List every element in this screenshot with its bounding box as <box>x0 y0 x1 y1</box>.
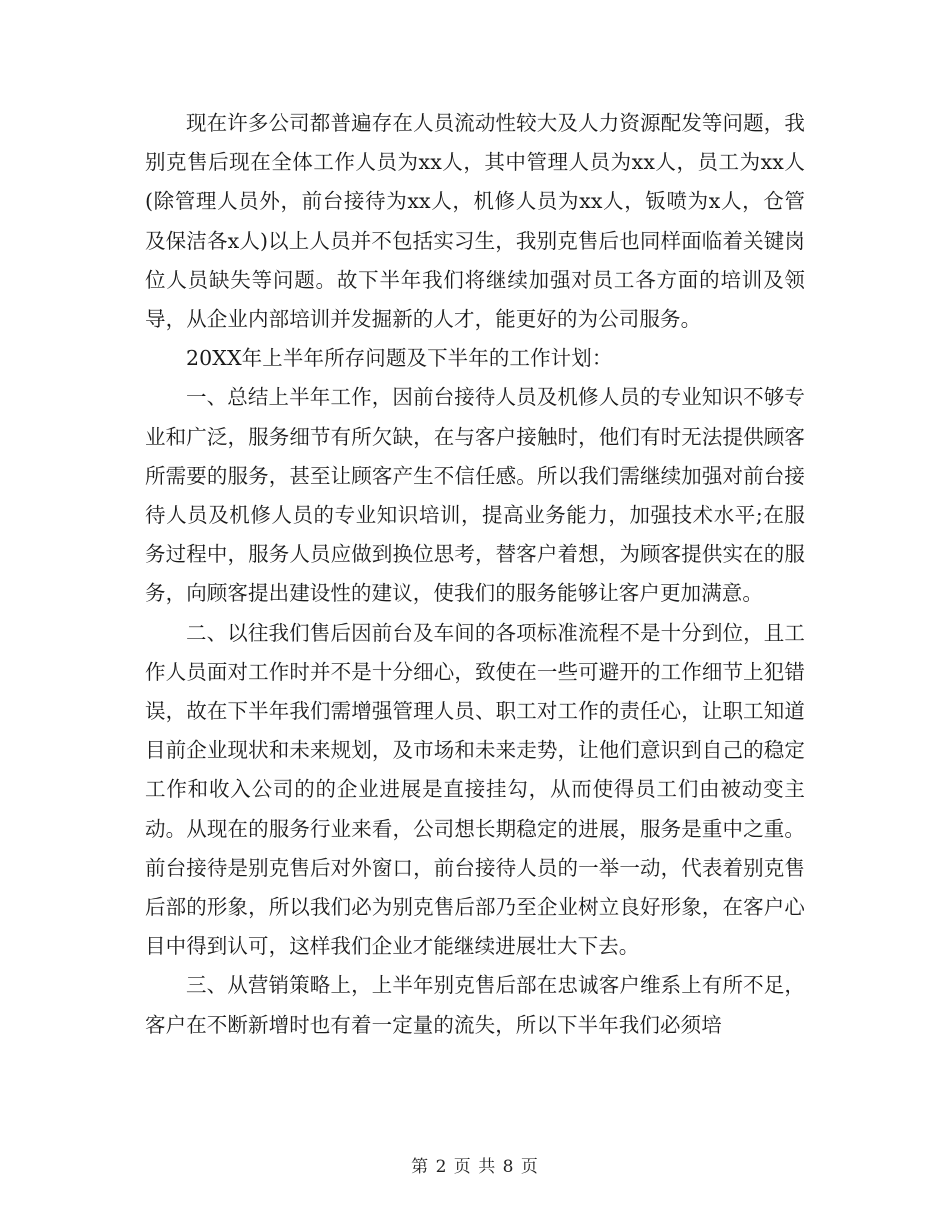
paragraph-point-one: 一、总结上半年工作，因前台接待人员及机修人员的专业知识不够专业和广泛，服务细节有所欠缺，在与客户接触时，他们有时无法提供顾客所需要的服务，甚至让顾客产生不信任感。所以我们需继续加强对前台接待人员及机修人员的专业知识培训，提高业务能力，加强技术水平;在服务过程中，服务人员应做到换位思考，替客户着想，为顾客提供实在的服务，向顾客提出建设性的建议，使我们的服务能够让客户更加满意。 <box>145 385 805 606</box>
page-number-footer: 第 2 页 共 8 页 <box>411 1157 539 1177</box>
paragraph-section-heading: 20XX年上半年所存问题及下半年的工作计划： <box>186 346 613 371</box>
paragraph-staffing: 现在许多公司都普遍存在人员流动性较大及人力资源配发等问题，我别克售后现在全体工作人员为xx人，其中管理人员为xx人，员工为xx人(除管理人员外，前台接待为xx人，机修人员为xx人，钣喷为x人，仓管及保洁各x人)以上人员并不包括实习生，我别克售后也同样面临着关键岗位人员缺失等问题。故下半年我们将继续加强对员工各方面的培训及领导，从企业内部培训并发掘新的人才，能更好的为公司服务。 <box>145 111 805 332</box>
paragraph-point-three: 三、从营销策略上，上半年别克售后部在忠诚客户维系上有所不足，客户在不断新增时也有着一定量的流失，所以下半年我们必须培 <box>145 973 805 1037</box>
document-body <box>145 104 805 1045</box>
paragraph-point-two: 二、以往我们售后因前台及车间的各项标准流程不是十分到位，且工作人员面对工作时并不是十分细心，致使在一些可避开的工作细节上犯错误，故在下半年我们需增强管理人员、职工对工作的责任心，让职工知道目前企业现状和未来规划，及市场和未来走势，让他们意识到自己的稳定工作和收入公司的的企业进展是直接挂勾，从而使得员工们由被动变主动。从现在的服务行业来看，公司想长期稳定的进展，服务是重中之重。前台接待是别克售后对外窗口，前台接待人员的一举一动，代表着别克售后部的形象，所以我们必为别克售后部乃至企业树立良好形象，在客户心目中得到认可，这样我们企业才能继续进展壮大下去。 <box>145 620 805 959</box>
